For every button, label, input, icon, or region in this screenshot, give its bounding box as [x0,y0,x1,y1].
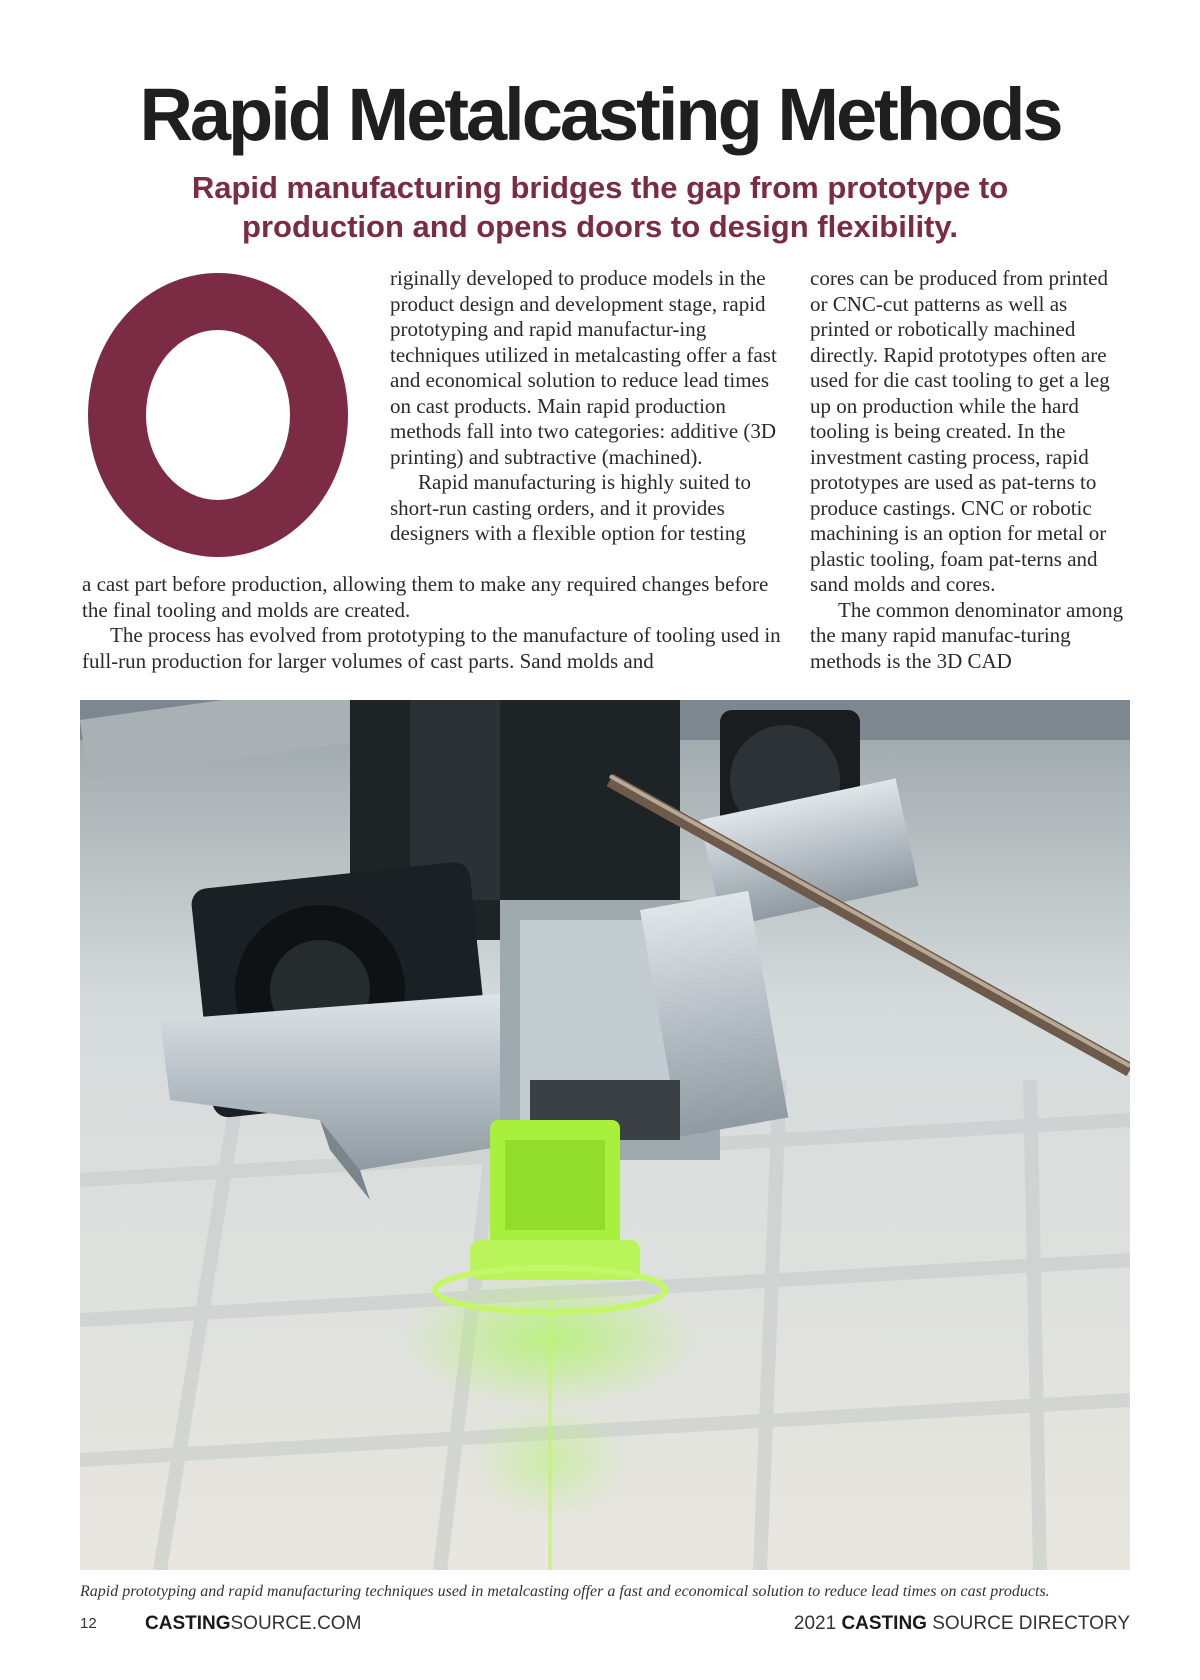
paragraph-2-continued: a cast part before production, allowing them to make any required changes before the final tooling and molds are created. [82,572,769,622]
article-title: Rapid Metalcasting Methods [139,73,1061,156]
article-column-2 [810,266,1130,674]
paragraph-1: riginally developed to produce models in the product design and development stage, rapid prototyping and rapid manufactur-ing techniques utilized in metalcasting offer a fast and economical solution to reduce lead times on cast products. Main rapid production methods fall into two categories: additive (3D printing) and subtractive (machined). [390,266,777,469]
subtitle-line-1: Rapid manufacturing bridges the gap from prototype to [191,170,1009,205]
paragraph-4: cores can be produced from printed or CNC-cut patterns as well as printed or robotically machined directly. Rapid prototypes often are used for die cast tooling to get a leg up on production while the hard tooling is being created. In the investment casting process, rapid prototypes are used as pat-terns to produce castings. CNC or robotic machining is an option for metal or plastic tooling, foam pat-terns and sand molds and cores. [810,266,1110,596]
printer-photo [80,700,1130,1570]
page-footer [80,1613,1130,1643]
paragraph-2-start: Rapid manufacturing is highly suited to short-run casting orders, and it provides designers with a flexible option for testing [390,470,752,545]
footer-site [145,1613,361,1635]
printer-illustration [80,700,1130,1570]
page-number: 12 [80,1615,97,1632]
footer-dir-rest: SOURCE DIRECTORY [926,1613,1130,1634]
subtitle-line-2: production and opens doors to design flexibility. [242,209,958,244]
article-column-1 [390,266,785,547]
article-column-1-wide [82,572,782,674]
paragraph-5: The common denominator among the many rapid manufac-turing methods is the 3D CAD [810,597,1124,673]
photo-caption: Rapid prototyping and rapid manufacturing techniques used in metalcasting offer a fast and economical solution to reduce lead times on cast products. [80,1583,1050,1600]
footer-dir-year: 2021 [793,1613,842,1634]
footer-dir-bold: CASTING [841,1613,927,1634]
footer-site-bold: CASTING [145,1613,231,1634]
article-subtitle [100,168,1100,246]
footer-site-rest: SOURCE.COM [230,1613,362,1634]
paragraph-3: The process has evolved from prototyping to the manufacture of tooling used in full-run production for larger volumes of cast parts. Sand molds and [82,623,781,673]
dropcap-o [78,265,358,565]
footer-directory [794,1613,1130,1635]
